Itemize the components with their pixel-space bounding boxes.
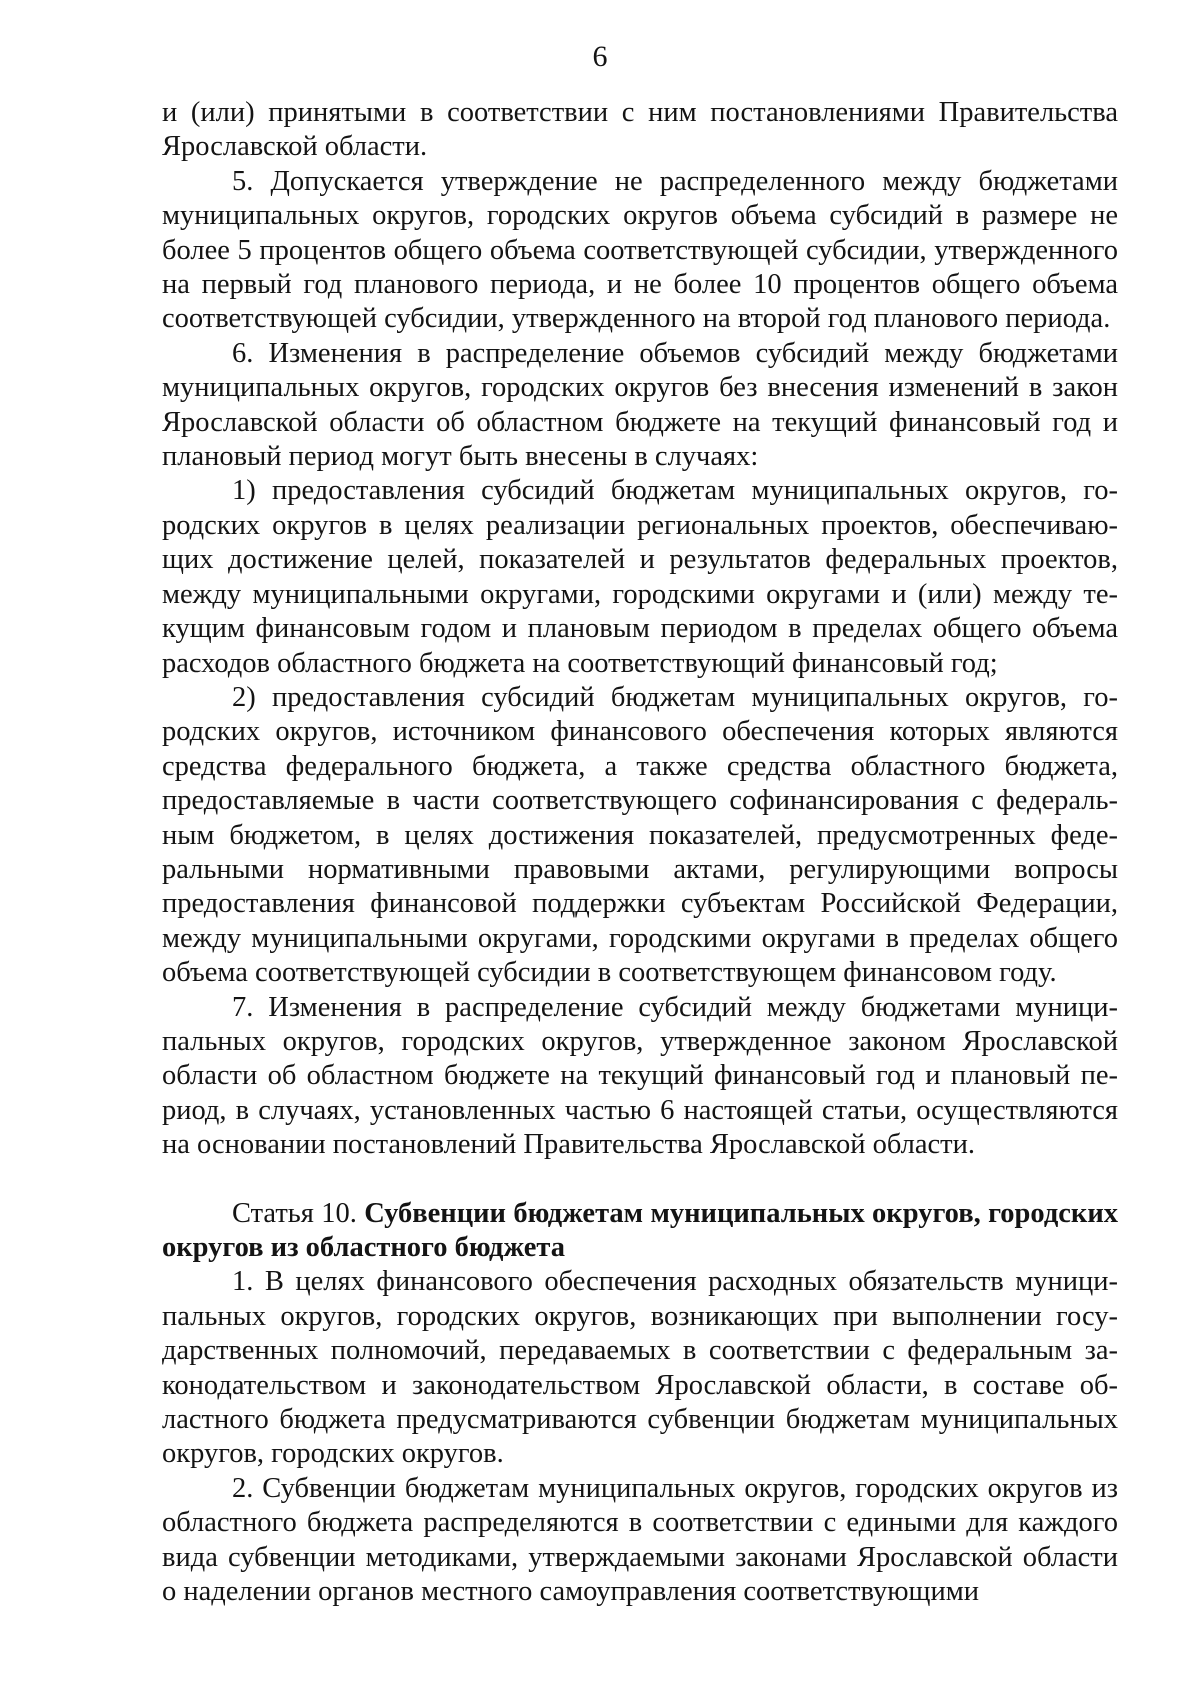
document-body [162,96,1118,1609]
paragraph-6-item-1: 1) предоставления субсидий бюджетам муниципальных округов, городских округов в целях реализации региональных проектов, обеспечивающих достижение целей, показателей и результатов федеральных проектов, между муниципальными округами, городскими округами и (или) между текущим финансовым годом и плановым периодом в пределах общего объема расходов областного бюджета на соответствующий финансовый год; [162,475,1118,679]
article-label: Статья 10. [232,1197,357,1229]
paragraph-6: 6. Изменения в распределение объемов субсидий между бюджетами муниципальных округов, городских округов без внесения изменений в закон Ярославской области об областном бюджете на текущий финансовый год и плановый период могут быть внесены в случаях: [162,337,1118,473]
paragraph-6-item-2: 2) предоставления субсидий бюджетам муниципальных округов, городских округов, источником финансового обеспечения которых являются средства федерального бюджета, а также средства областного бюджета, предоставляемые в части соответствующего софинансирования с федеральным бюджетом, в целях достижения показателей, предусмотренных федеральными нормативными правовыми актами, регулирующими вопросы предоставления финансовой поддержки субъектам Российской Федерации, между муниципальными округами, городскими округами в пределах общего объема соответствующей субсидии в соответствующем финансовом году. [162,681,1118,989]
page-number: 6 [592,40,608,73]
paragraph-continuation: и (или) принятыми в соответствии с ним постановлениями Правительства Ярославской области. [162,97,1118,163]
article-title: Субвенции бюджетам муниципальных округов, городских округов из областного бюджета [162,1197,1118,1263]
article-10-paragraph-2: 2. Субвенции бюджетам муниципальных округов, городских округов из областного бюджета распределяются в соответствии с едиными для каждого вида субвенции методиками, утверждаемыми законами Ярославской области о наделении органов местного самоуправления соответствующими [162,1472,1118,1608]
article-10-paragraph-1: 1. В целях финансового обеспечения расходных обязательств муниципальных округов, городских округов, возникающих при выполнении государственных полномочий, передаваемых в соответствии с федеральным законодательством и законодательством Ярославской области, в составе областного бюджета предусматриваются субвенции бюджетам муниципальных округов, городских округов. [162,1266,1118,1470]
paragraph-7: 7. Изменения в распределение субсидий между бюджетами муниципальных округов, городских округов, утвержденное законом Ярославской области об областном бюджете на текущий финансовый год и плановый период, в случаях, установленных частью 6 настоящей статьи, осуществляются на основании постановлений Правительства Ярославской области. [162,991,1118,1161]
paragraph-5: 5. Допускается утверждение не распределенного между бюджетами муниципальных округов, городских округов объема субсидий в размере не более 5 процентов общего объема соответствующей субсидии, утвержденного на первый год планового периода, и не более 10 процентов общего объема соответствующей субсидии, утвержденного на второй год планового периода. [162,165,1118,335]
article-heading [162,1197,1118,1266]
